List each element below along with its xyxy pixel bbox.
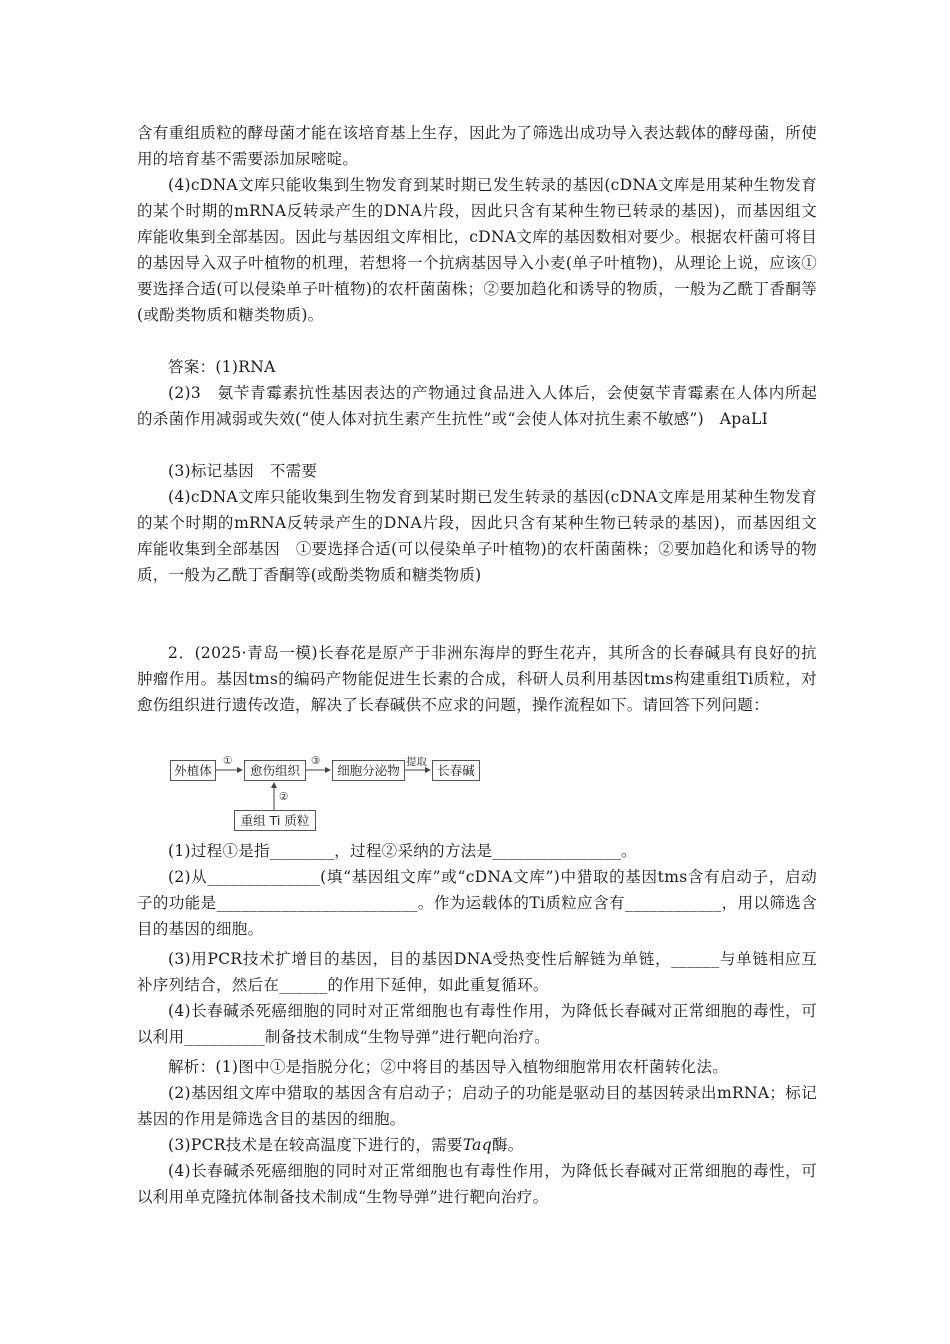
question-2-3: (3)用PCR技术扩增目的基因，目的基因DNA受热变性后解链为单链，______与单链相应互补序列结合，然后在______的作用下延伸，如此重复循环。 [137, 950, 817, 994]
box-callus: 愈伤组织 [244, 760, 306, 781]
question-2-1: (1)过程①是指________，过程②采纳的方法是________________。 [168, 842, 637, 860]
question-2-stem: 2．(2025·青岛一模)长春花是原产于非洲东海岸的野生花卉，其所含的长春碱具有良好的抗肿瘤作用。基因tms的编码产物能促进生长素的合成，科研人员利用基因tms构建重组Ti质粒，对愈伤组织进行遗传改造，解决了长春碱供不应求的问题，操作流程如下。请回答下列问题： [137, 644, 817, 714]
answer-1: 答案：(1)RNA [168, 358, 276, 376]
analysis-3 [137, 1132, 817, 1158]
analysis-4: (4)长春碱杀死癌细胞的同时对正常细胞也有毒性作用，为降低长春碱对正常细胞的毒性，可以利用单克隆抗体制备技术制成“生物导弹”进行靶向治疗。 [137, 1162, 817, 1206]
analysis-1: 解析：(1)图中①是指脱分化；②中将目的基因导入植物细胞常用农杆菌转化法。 [168, 1058, 729, 1076]
box-recombinant-ti-plasmid: 重组 Ti 质粒 [234, 810, 316, 831]
box-vinblastine: 长春碱 [432, 760, 480, 781]
box-explant: 外植体 [170, 760, 216, 781]
paragraph-continuation: 含有重组质粒的酵母菌才能在该培育基上生存，因此为了筛选出成功导入表达载体的酵母菌，所使用的培育基不需要添加尿嘧啶。 [137, 124, 817, 168]
box-cell-secretion: 细胞分泌物 [332, 760, 405, 781]
taq-enzyme: Taq [462, 1136, 492, 1154]
step-3-label: ③ [311, 755, 321, 767]
analysis-3-before: (3)PCR技术是在较高温度下进行的，需要 [168, 1136, 463, 1154]
answer-2: (2)3 氨苄青霉素抗性基因表达的产物通过食品进入人体后，会使氨苄青霉素在人体内所起的杀菌作用减弱或失效(“使人体对抗生素产生抗性”或“会使人体对抗生素不敏感”) ApaLⅠ [137, 384, 817, 428]
step-2-label: ② [279, 791, 289, 803]
answer-4: (4)cDNA文库只能收集到生物发育到某时期已发生转录的基因(cDNA文库是用某种生物发育的某个时期的mRNA反转录产生的DNA片段，因此只含有某种生物已转录的基因)，而基因组文库能收集到全部基因 ①要选择合适(可以侵染单子叶植物)的农杆菌菌株；②要加趋化和诱导的物质，一般为乙酰丁香酮等(或酚类物质和糖类物质) [137, 488, 818, 584]
step-1-label: ① [223, 755, 233, 767]
step-4-label: 提取 [406, 756, 427, 768]
question-2-4: (4)长春碱杀死癌细胞的同时对正常细胞也有毒性作用，为降低长春碱对正常细胞的毒性，可以利用__________制备技术制成“生物导弹”进行靶向治疗。 [137, 1002, 817, 1046]
answer-3: (3)标记基因 不需要 [168, 462, 318, 480]
analysis-3-after: 酶。 [491, 1136, 524, 1154]
flow-diagram [168, 755, 488, 830]
question-2-2: (2)从______________(填“基因组文库”或“cDNA文库”)中猎取的基因tms含有启动子，启动子的功能是_________________________。作为运载体的Ti质粒应含有____________，用以筛选含目的基因的细胞。 [137, 868, 817, 938]
analysis-2: (2)基因组文库中猎取的基因含有启动子；启动子的功能是驱动目的基因转录出mRNA；标记基因的作用是筛选含目的基因的细胞。 [137, 1084, 817, 1128]
paragraph-explanation-4: (4)cDNA文库只能收集到生物发育到某时期已发生转录的基因(cDNA文库是用某种生物发育的某个时期的mRNA反转录产生的DNA片段，因此只含有某种生物已转录的基因)，而基因组文库能收集到全部基因。因此与基因组文库相比，cDNA文库的基因数相对要少。根据农杆菌可将目的基因导入双子叶植物的机理，若想将一个抗病基因导入小麦(单子叶植物)，从理论上说，应该①要选择合适(可以侵染单子叶植物)的农杆菌菌株；②要加趋化和诱导的物质，一般为乙酰丁香酮等(或酚类物质和糖类物质)。 [137, 176, 818, 324]
